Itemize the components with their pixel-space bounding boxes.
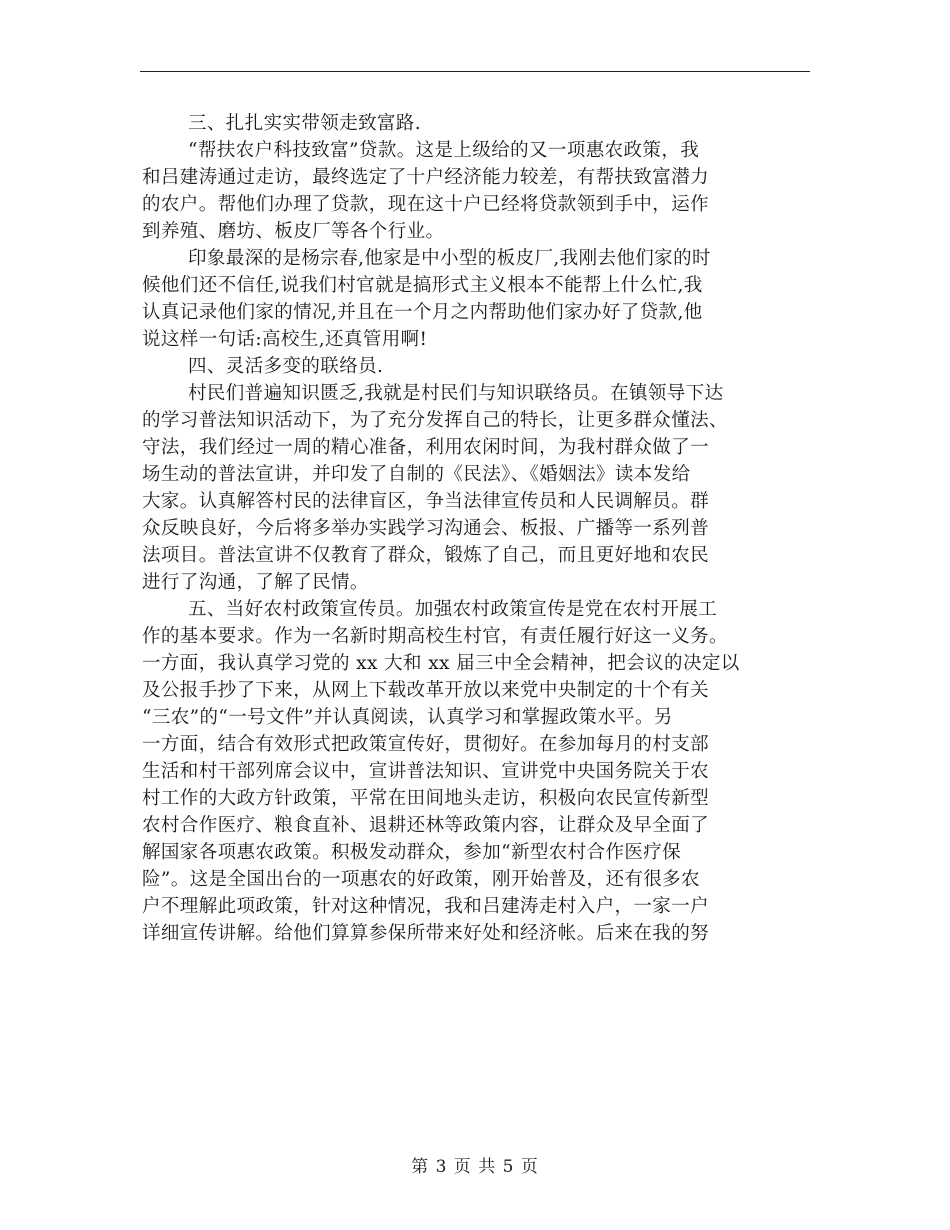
text-line: 和吕建涛通过走访，最终选定了十户经济能力较差，有帮扶致富潜力 xyxy=(142,167,710,188)
text-line: 作的基本要求。作为一名新时期高校生村官，有责任履行好这一义务。 xyxy=(142,626,728,647)
text-line: “三农”的“一号文件”并认真阅读，认真学习和掌握政策水平。另 xyxy=(142,707,673,728)
text-line: 三、扎扎实实带领走致富路. xyxy=(188,113,422,134)
text-line: 户不理解此项政策，针对这种情况，我和吕建涛走村入户，一家一户 xyxy=(142,896,710,917)
text-line: 四、灵活多变的联络员. xyxy=(188,356,384,377)
text-line: 村民们普遍知识匮乏,我就是村民们与知识联络员。在镇领导下达 xyxy=(188,383,724,404)
text-line: 生活和村干部列席会议中，宣讲普法知识、宣讲党中央国务院关于农 xyxy=(142,761,710,782)
text-line: 到养殖、磨坊、板皮厂等各个行业。 xyxy=(142,221,445,242)
text-line: 法项目。普法宣讲不仅教育了群众，锻炼了自己，而且更好地和农民 xyxy=(142,545,710,566)
text-line: 的农户。帮他们办理了贷款，现在这十户已经将贷款领到手中，运作 xyxy=(142,194,710,215)
text-line: 的学习普法知识活动下，为了充分发挥自己的特长，让更多群众懂法、 xyxy=(142,410,728,431)
text-line: 印象最深的是杨宗春,他家是中小型的板皮厂,我刚去他们家的时 xyxy=(188,248,711,269)
header-rule xyxy=(140,71,810,72)
text-line: 农村合作医疗、粮食直补、退耕还林等政策内容，让群众及早全面了 xyxy=(142,815,710,836)
text-line: 详细宣传讲解。给他们算算参保所带来好处和经济帐。后来在我的努 xyxy=(142,923,710,944)
text-line: 及公报手抄了下来，从网上下载改革开放以来党中央制定的十个有关 xyxy=(142,680,710,701)
text-line: 候他们还不信任,说我们村官就是搞形式主义根本不能帮上什么忙,我 xyxy=(142,275,703,296)
text-line: 大家。认真解答村民的法律盲区，争当法律宣传员和人民调解员。群 xyxy=(142,491,710,512)
text-line: 解国家各项惠农政策。积极发动群众，参加“新型农村合作医疗保 xyxy=(142,842,682,863)
text-line: 守法，我们经过一周的精心准备，利用农闲时间，为我村群众做了一 xyxy=(142,437,710,458)
text-line: 险”。这是全国出台的一项惠农的好政策，刚开始普及，还有很多农 xyxy=(142,869,700,890)
text-line: 进行了沟通，了解了民情。 xyxy=(142,572,369,593)
document-body xyxy=(142,110,810,947)
page-footer: 第 3 页 共 5 页 xyxy=(411,1157,539,1177)
text-line: 村工作的大政方针政策，平常在田间地头走访，积极向农民宣传新型 xyxy=(142,788,710,809)
paragraph-lines xyxy=(142,110,810,947)
text-line: 场生动的普法宣讲，并印发了自制的《民法》、《婚姻法》读本发给 xyxy=(142,464,691,485)
text-line: 认真记录他们家的情况,并且在一个月之内帮助他们家办好了贷款,他 xyxy=(142,302,703,323)
text-line: 众反映良好，今后将多举办实践学习沟通会、板报、广播等一系列普 xyxy=(142,518,710,539)
text-line: 五、当好农村政策宣传员。加强农村政策宣传是党在农村开展工 xyxy=(188,599,718,620)
text-line: “帮扶农户科技致富”贷款。这是上级给的又一项惠农政策，我 xyxy=(188,140,700,161)
text-line: 一方面，结合有效形式把政策宣传好，贯彻好。在参加每月的村支部 xyxy=(142,734,710,755)
text-line: 一方面，我认真学习党的 xx 大和 xx 届三中全会精神，把会议的决定以 xyxy=(142,653,740,674)
text-line: 说这样一句话:高校生,还真管用啊! xyxy=(142,329,428,350)
